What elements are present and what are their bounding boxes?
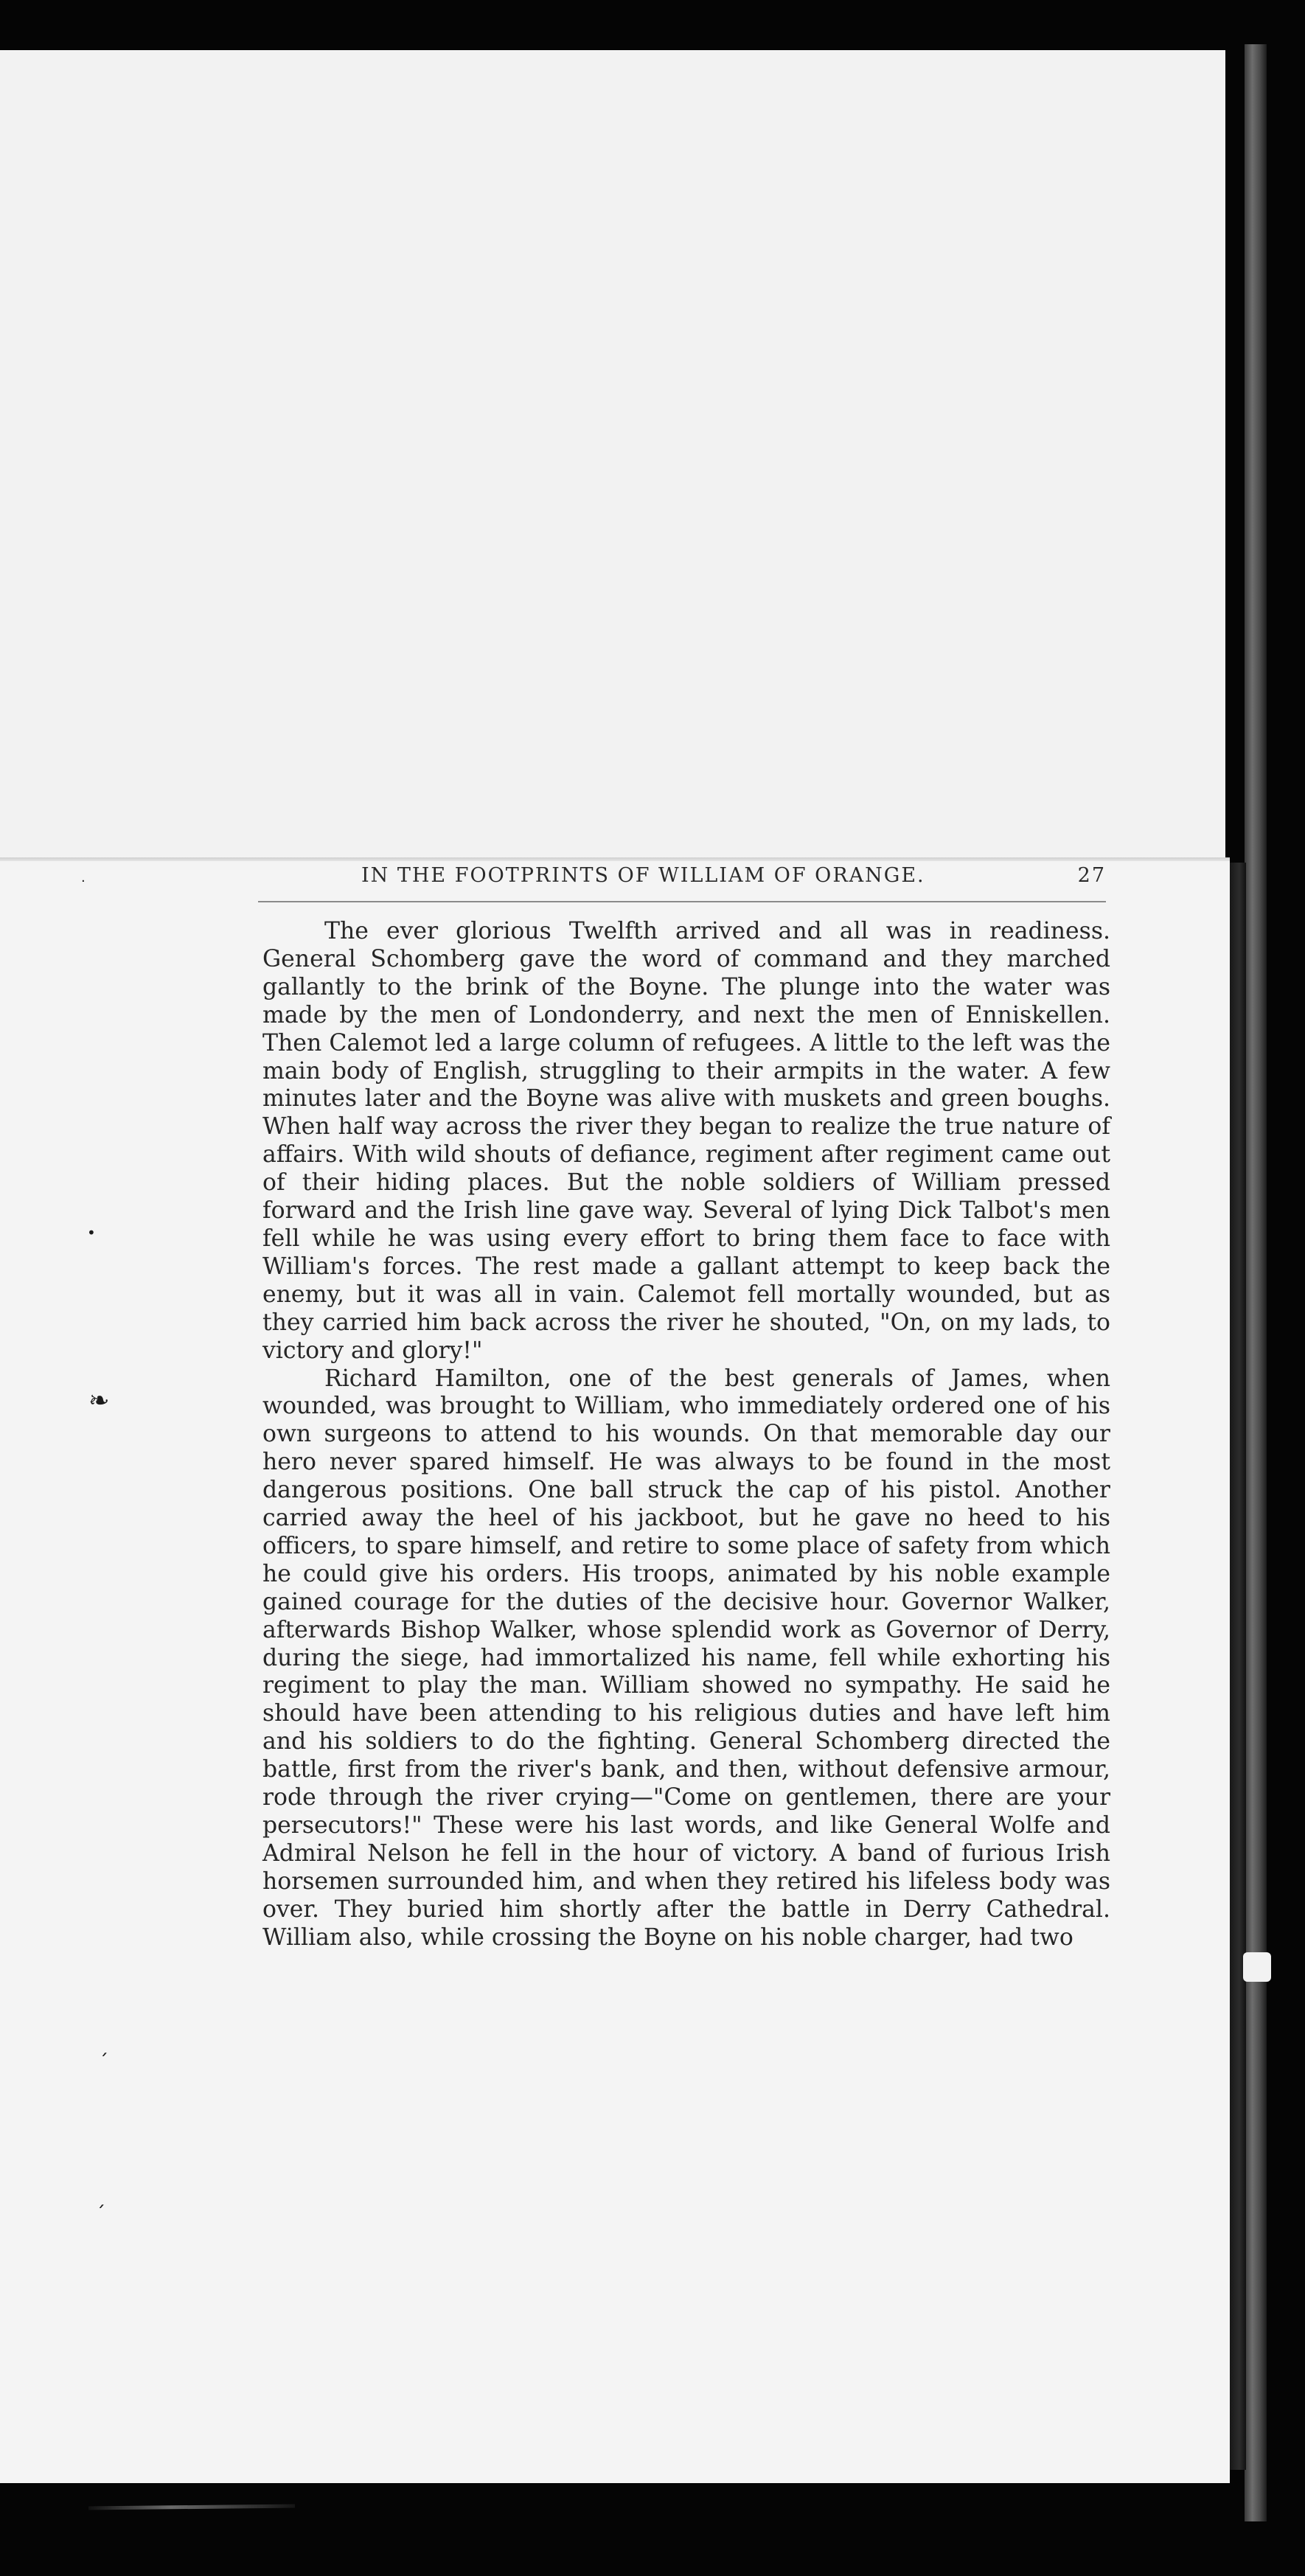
margin-speck: ˏ — [96, 2187, 105, 2209]
margin-speck: · — [81, 874, 86, 889]
margin-speck: ˏ — [99, 2035, 108, 2057]
body-text — [262, 918, 1110, 1952]
running-head-title: IN THE FOOTPRINTS OF WILLIAM OF ORANGE. — [361, 864, 925, 887]
margin-ornament: ❧ — [88, 1386, 110, 1416]
margin-speck: • — [87, 1224, 96, 1242]
paragraph-hamilton: Richard Hamilton, one of the best generals of James, when wounded, was brought to William, who immediately ordered one of his own surgeons to attend to his wounds. On that memorable day our hero never spared himself. He was always to be found in the most dangerous positions. One ball struck the cap of his pistol. Another carried away the heel of his jackboot, but he gave no heed to his officers, to spare himself, and retire to some place of safety from which he could give his orders. His troops, animated by his noble example gained courage for the duties of the decisive hour. Governor Walker, afterwards Bishop Walker, whose splendid work as Governor of Derry, during the siege, had immortalized his name, fell while exhorting his regiment to play the man. William showed no sympathy. He said he should have been attending to his religious duties and have left him and his soldiers to do the fighting. General Schomberg directed the battle, first from the river's bank, and then, without defensive armour, rode through the river crying—"Come on gentlemen, there are your persecutors!" These were his last words, and like General Wolfe and Admiral Nelson he fell in the hour of victory. A band of furious Irish horsemen surrounded him, and when they retired his lifeless body was over. They buried him shortly after the battle in Derry Cathedral. William also, while crossing the Boyne on his noble charger, had two — [262, 1365, 1110, 1951]
binding-edge — [1245, 44, 1267, 2521]
page-number: 27 — [1077, 864, 1106, 887]
binding-shadow — [1230, 863, 1246, 2470]
blank-facing-page — [0, 50, 1225, 861]
page-tab — [1243, 1952, 1271, 1982]
header-rule — [258, 901, 1106, 902]
running-head — [361, 864, 1106, 887]
paragraph-battle: The ever glorious Twelfth arrived and all was in readiness. General Schomberg gave the word of command and they marched gallantly to the brink of the Boyne. The plunge into the water was made by the men of Londonderry, and next the men of Enniskellen. Then Calemot led a large column of refugees. A little to the left was the main body of English, struggling to their armpits in the water. A few minutes later and the Boyne was alive with muskets and green boughs. When half way across the river they began to realize the true nature of affairs. With wild shouts of defiance, regiment after regiment came out of their hiding places. But the noble soldiers of William pressed forward and the Irish line gave way. Several of lying Dick Talbot's men fell while he was using every effort to bring them face to face with William's forces. The rest made a gallant attempt to keep back the enemy, but it was all in vain. Calemot fell mortally wounded, but as they carried him back across the river he shouted, "On, on my lads, to victory and glory!" — [262, 918, 1110, 1364]
